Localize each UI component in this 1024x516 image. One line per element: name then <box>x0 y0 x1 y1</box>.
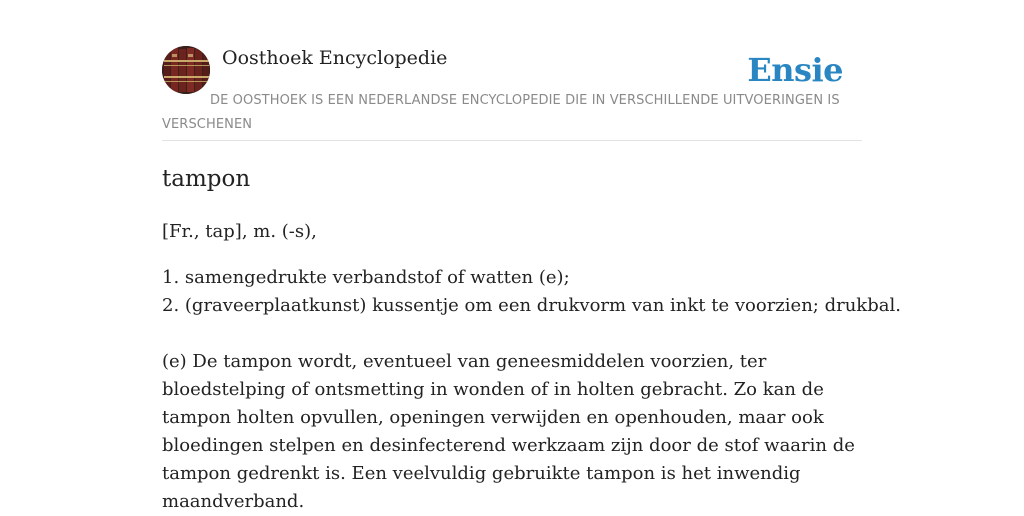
meaning-item: 1. samengedrukte verbandstof of watten (e); <box>162 267 570 288</box>
header <box>162 46 862 141</box>
entry-title: tampon <box>162 166 251 192</box>
etymology: [Fr., tap], m. (-s), <box>162 221 317 242</box>
brand-logo[interactable]: Ensie <box>747 51 843 89</box>
meaning-item: 2. (graveerplaatkunst) kussentje om een drukvorm van inkt te voorzien; drukbal. <box>162 295 901 316</box>
entry-note: (e) De tampon wordt, eventueel van geneesmiddelen voorzien, ter bloedstelping of ontsmetting in wonden of in holten gebracht. Zo kan de tampon holten opvullen, openingen verwijden en openhouden, maar ook bloedingen stelpen en desinfecterend werkzaam zijn door de stof waarin de tampon gedrenkt is. Een veelvuldig gebruikte tampon is het inwendig maandverband. <box>162 351 855 512</box>
meanings-list <box>162 264 901 320</box>
entry-page <box>162 46 901 512</box>
source-name[interactable]: Oosthoek Encyclopedie <box>222 47 448 69</box>
source-description: DE OOSTHOEK IS EEN NEDERLANDSE ENCYCLOPEDIE DIE IN VERSCHILLENDE UITVOERINGEN IS VERSCHENEN <box>162 93 840 132</box>
encyclopedia-books-icon[interactable] <box>162 46 210 94</box>
